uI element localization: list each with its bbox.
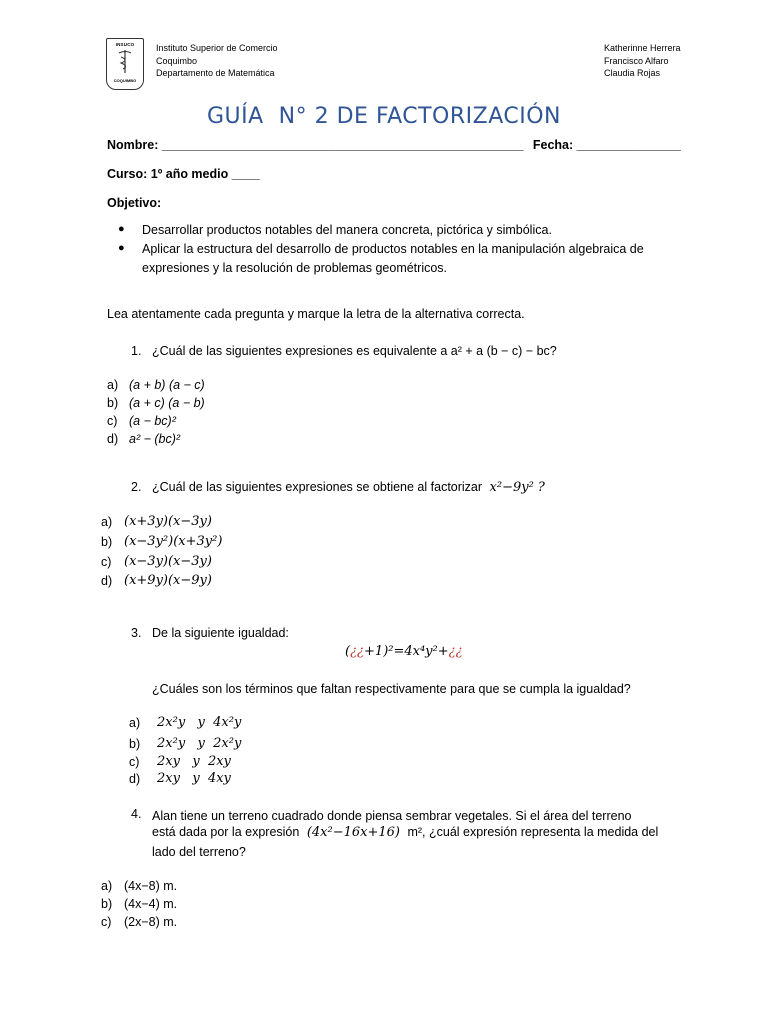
q4-line1-text: Alan tiene un terreno cuadrado donde piensa sembrar vegetales. Si el área del terreno	[152, 809, 632, 823]
author-name: Claudia Rojas	[604, 68, 661, 78]
q3-text: De la siguiente igualdad:	[152, 626, 289, 640]
q2-text	[152, 480, 545, 495]
q4-line3: lado del terreno?	[152, 845, 246, 859]
q4-option-letter[interactable]: b)	[101, 897, 113, 911]
q4-line2	[152, 825, 658, 840]
q4-option-letter[interactable]: a)	[101, 879, 113, 893]
institution-line: Departamento de Matemática	[156, 68, 275, 78]
instructions: Lea atentamente cada pregunta y marque la letra de la alternativa correcta.	[107, 307, 525, 321]
fecha-blank[interactable]: _______________	[576, 138, 681, 152]
q4-option-text[interactable]: (4x−4) m.	[124, 897, 178, 911]
logo-top-text: INSUCO	[115, 42, 135, 47]
q3-option-text[interactable]: 2x²y y 4x²y	[157, 715, 242, 730]
bullet-icon: ●	[118, 242, 125, 254]
q2-option-text[interactable]: (x−3y²)(x+3y²)	[124, 534, 223, 549]
q2-option-text[interactable]: (x−3y)(x−3y)	[124, 554, 212, 569]
objetivo-label: Objetivo:	[107, 196, 162, 210]
institution-block	[156, 42, 278, 80]
nombre-blank[interactable]: ____________________________________________________	[161, 138, 524, 152]
q2-option-letter[interactable]: c)	[101, 555, 112, 569]
q4-option-text[interactable]: (4x−8) m.	[124, 879, 178, 893]
q3-option-letter[interactable]: a)	[129, 716, 141, 730]
q3-option-letter[interactable]: d)	[129, 772, 141, 786]
q3-eq-blank[interactable]: ¿¿	[448, 644, 463, 659]
q1-text: ¿Cuál de las siguientes expresiones es equivalente a a² + a (b − c) − bc?	[152, 344, 557, 358]
nombre-label: Nombre:	[107, 138, 159, 152]
objective-item: Desarrollar productos notables del manera concreta, pictórica y simbólica.	[142, 223, 552, 237]
q2-expression: x²−9y² ?	[489, 480, 545, 495]
logo-bottom-text: COQUIMBO	[113, 78, 137, 83]
q1-option-text[interactable]: (a + b) (a − c)	[129, 378, 205, 392]
q2-option-text[interactable]: (x+3y)(x−3y)	[124, 514, 212, 529]
bullet-icon: ●	[118, 223, 125, 235]
curso-field[interactable]: Curso: 1º año medio ____	[107, 167, 260, 181]
q3-question: ¿Cuáles son los términos que faltan respectivamente para que se cumpla la igualdad?	[152, 682, 631, 696]
q3-equation	[345, 644, 463, 659]
q3-option-text[interactable]: 2x²y y 2x²y	[157, 736, 242, 751]
q1-number: 1.	[131, 344, 142, 358]
q1-option-text[interactable]: a² − (bc)²	[129, 432, 181, 446]
q1-option-text[interactable]: (a − bc)²	[129, 414, 176, 428]
nombre-field[interactable]	[107, 138, 681, 152]
q4-expression: (4x²−16x+16)	[306, 825, 400, 840]
school-logo	[106, 38, 144, 90]
q1-option-letter[interactable]: b)	[107, 396, 119, 410]
q3-option-letter[interactable]: c)	[129, 755, 140, 769]
institution-line: Instituto Superior de Comercio	[156, 43, 278, 53]
q1-option-letter[interactable]: c)	[107, 414, 118, 428]
author-name: Francisco Alfaro	[604, 55, 669, 66]
q3-option-text[interactable]: 2xy y 2xy	[157, 754, 231, 769]
q2-option-letter[interactable]: b)	[101, 535, 113, 549]
q3-number: 3.	[131, 626, 142, 640]
objective-item: expresiones y la resolución de problemas geométricos.	[142, 261, 448, 275]
q2-option-letter[interactable]: d)	[101, 574, 113, 588]
q2-option-text[interactable]: (x+9y)(x−9y)	[124, 573, 212, 588]
q1-option-letter[interactable]: a)	[107, 378, 119, 392]
q3-option-text[interactable]: 2xy y 4xy	[157, 771, 231, 786]
q4-line2a: está dada por la expresión	[152, 825, 300, 839]
q1-option-text[interactable]: (a + c) (a − b)	[129, 396, 205, 410]
q1-option-letter[interactable]: d)	[107, 432, 119, 446]
author-name: Katherinne Herrera	[604, 43, 681, 53]
objective-item: Aplicar la estructura del desarrollo de productos notables en la manipulación algebraica de	[142, 242, 644, 256]
q4-option-text[interactable]: (2x−8) m.	[124, 915, 178, 929]
fecha-label: Fecha:	[532, 138, 574, 152]
caduceus-icon	[115, 48, 135, 74]
q3-eq-middle: +1)²=4x⁴y²+	[364, 644, 449, 659]
q2-text-body: ¿Cuál de las siguientes expresiones se obtiene al factorizar	[152, 480, 483, 494]
q3-option-letter[interactable]: b)	[129, 737, 141, 751]
page-title: GUÍA N° 2 DE FACTORIZACIÓN	[207, 104, 561, 129]
q3-eq-blank[interactable]: ¿¿	[350, 644, 365, 659]
q4-option-letter[interactable]: c)	[101, 915, 112, 929]
q4-line1	[152, 807, 662, 825]
authors-block	[604, 42, 681, 80]
institution-line: Coquimbo	[156, 55, 198, 66]
q2-number: 2.	[131, 480, 142, 494]
q2-option-letter[interactable]: a)	[101, 515, 113, 529]
q3-eq-open: (	[345, 644, 351, 659]
q4-number: 4.	[131, 807, 142, 821]
q4-line2b: m², ¿cuál expresión representa la medida del	[407, 825, 659, 839]
